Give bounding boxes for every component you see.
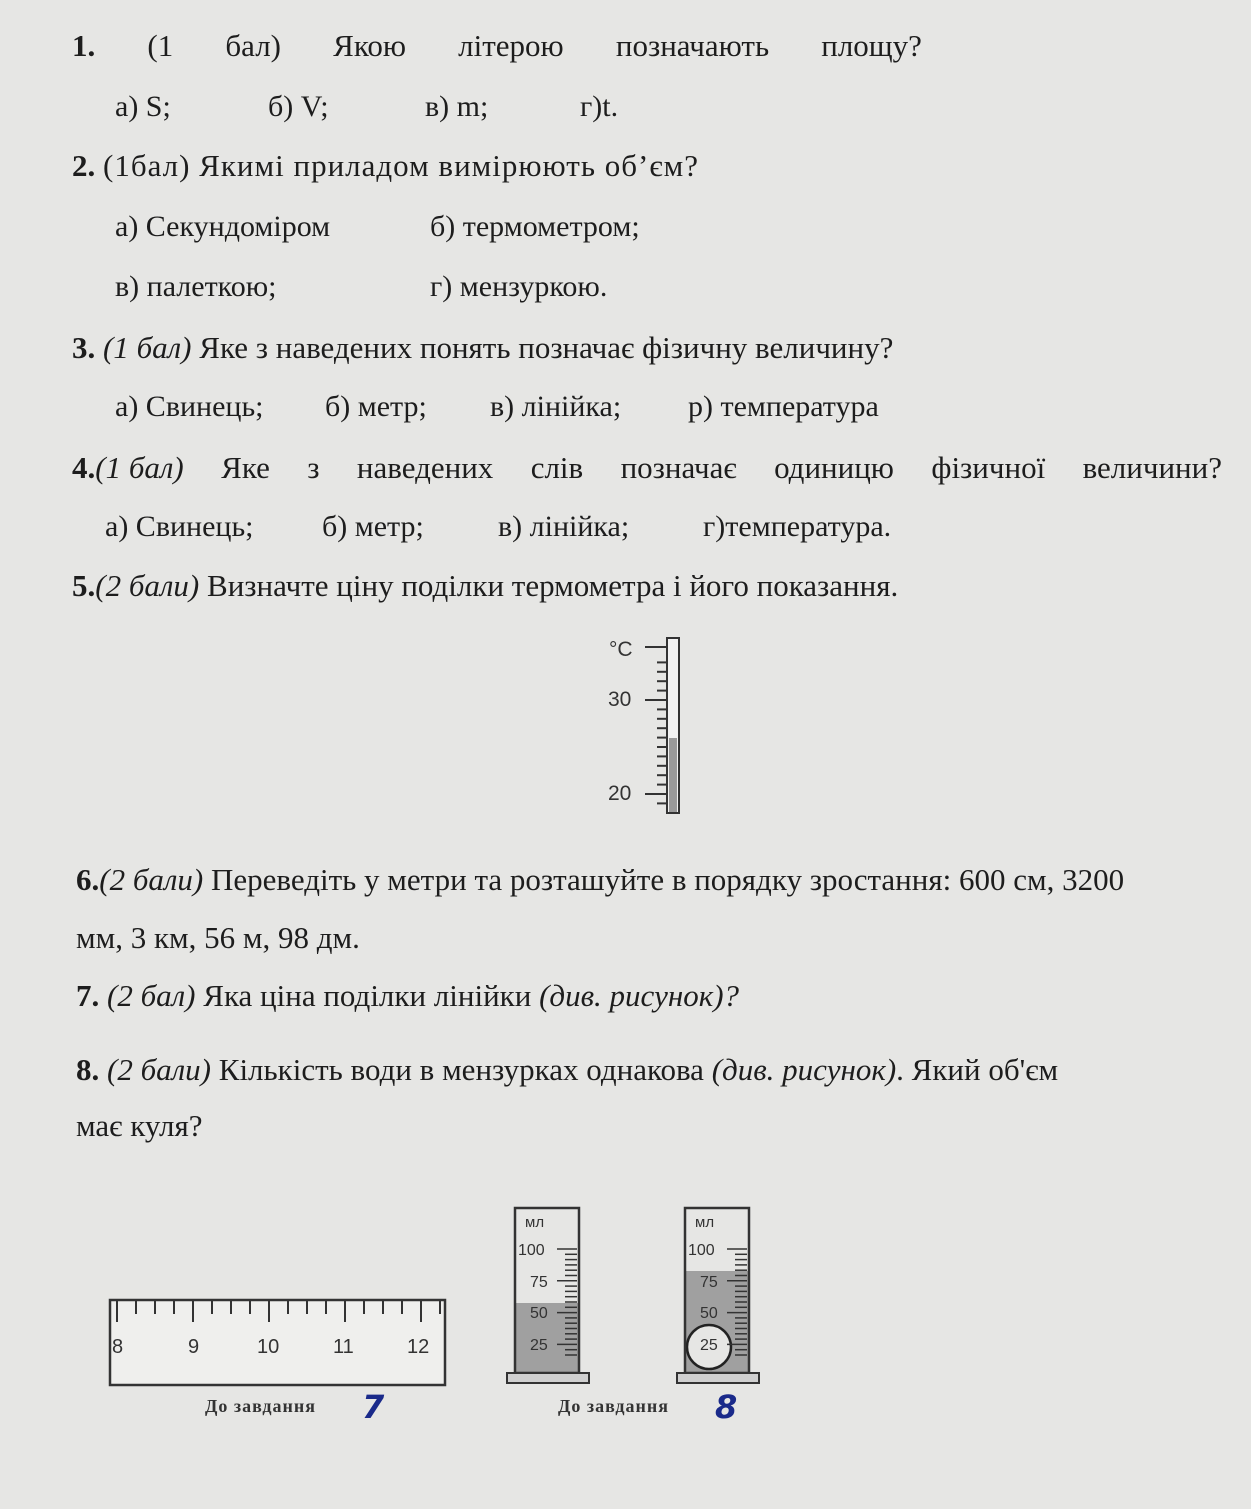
question-2-text (72, 150, 699, 181)
q2-option-a: а) Секундоміром (115, 210, 331, 243)
ruler-label-9: 9 (188, 1336, 200, 1358)
ruler-label-10: 10 (257, 1336, 280, 1358)
question-6-text (76, 864, 1124, 895)
measuring-cylinder-1 (505, 1205, 595, 1390)
q2-option-c: в) палеткою; (115, 270, 277, 303)
question-6-number: 6. (76, 862, 100, 897)
q4-option-a: а) Свинець; (105, 510, 254, 543)
cylinder-1-label-75: 75 (530, 1274, 548, 1291)
q4-word: наведених (356, 450, 494, 485)
cylinder-2-label-50: 50 (700, 1305, 718, 1322)
thermometer-scale (645, 647, 667, 803)
q8-text-b: . Який об'єм (896, 1052, 1059, 1087)
q1-word: Якою (333, 28, 406, 63)
q5-text: Визначте ціну поділки термометра і його показання. (207, 568, 899, 603)
question-2-number: 2. (72, 148, 96, 183)
q4-word: позначає (620, 450, 737, 485)
question-8-text (76, 1054, 1058, 1085)
q8-text-line2: має куля? (76, 1108, 203, 1143)
ruler-figure (105, 1295, 455, 1395)
q2-text: (1бал) Якимі приладом вимірюють об’єм? (103, 148, 700, 183)
cylinder-1-unit: мл (525, 1214, 545, 1231)
q4-points: (1 бал) (95, 450, 184, 485)
q7-ref: (див. рисунок)? (539, 978, 740, 1013)
q1-word: бал) (225, 28, 281, 63)
q1-word: літерою (458, 28, 564, 63)
question-7-number: 7. (76, 978, 100, 1013)
ruler-label-12: 12 (407, 1336, 430, 1358)
q6-text-line2: мм, 3 км, 56 м, 98 дм. (76, 920, 360, 955)
q3-option-b: б) метр; (325, 390, 427, 423)
q2-option-b: б) термометром; (430, 210, 640, 243)
q4-option-b: б) метр; (322, 510, 424, 543)
task7-handwritten-number: 7 (362, 1388, 385, 1426)
task7-caption: До завдання (205, 1396, 316, 1416)
ruler-label-8: 8 (112, 1336, 124, 1358)
question-8-number: 8. (76, 1052, 100, 1087)
q4-word: фізичної (931, 450, 1046, 485)
thermometer-label-30: 30 (608, 688, 632, 711)
q6-points: (2 бали) (99, 862, 204, 897)
thermometer-figure (595, 630, 695, 825)
task8-handwritten-number: 8 (715, 1388, 738, 1426)
q2-option-d: г) мензуркою. (430, 270, 608, 303)
thermometer-label-20: 20 (608, 782, 632, 805)
q4-option-c: в) лінійка; (498, 510, 630, 543)
q3-option-a: а) Свинець; (115, 390, 264, 423)
q1-option-d: г)t. (580, 90, 619, 123)
question-3-text (72, 332, 893, 363)
question-1-text (72, 30, 922, 61)
question-5-number: 5. (72, 568, 96, 603)
q4-word: з (307, 450, 320, 485)
cylinder-1-base (507, 1373, 589, 1383)
thermometer-liquid (669, 738, 677, 812)
q4-word: величини? (1082, 450, 1222, 485)
measuring-cylinder-2 (675, 1205, 765, 1390)
q3-text: Яке з наведених понять позначає фізичну величину? (199, 330, 894, 365)
cylinder-1-label-100: 100 (518, 1242, 545, 1259)
task8-caption: До завдання (558, 1396, 669, 1416)
cylinder-2-label-25: 25 (700, 1337, 718, 1354)
q4-word: Яке (221, 450, 270, 485)
question-5-text (72, 570, 898, 601)
q1-option-c: в) m; (425, 90, 489, 123)
ruler-label-11: 11 (333, 1336, 354, 1358)
q1-word: позначають (615, 28, 770, 63)
q1-option-b: б) V; (268, 90, 329, 123)
q8-text-a: Кількість води в мензурках однакова (218, 1052, 704, 1087)
q3-points: (1 бал) (103, 330, 192, 365)
question-7-text (76, 980, 739, 1011)
q7-points: (2 бал) (107, 978, 196, 1013)
q1-word: (1 (147, 28, 174, 63)
thermometer-unit: °C (609, 638, 633, 661)
q7-text: Яка ціна поділки лінійки (203, 978, 532, 1013)
q4-option-d: г)температура. (703, 510, 892, 543)
q4-word: одиницю (774, 450, 894, 485)
q3-option-c: в) лінійка; (490, 390, 622, 423)
cylinder-2-label-100: 100 (688, 1242, 715, 1259)
q4-word: слів (530, 450, 584, 485)
cylinder-2-label-75: 75 (700, 1274, 718, 1291)
cylinder-2-unit: мл (695, 1214, 715, 1231)
question-1-number: 1. (72, 28, 96, 63)
cylinder-2-base (677, 1373, 759, 1383)
question-3-number: 3. (72, 330, 96, 365)
cylinder-1-label-25: 25 (530, 1337, 548, 1354)
q5-points: (2 бали) (95, 568, 200, 603)
q8-points: (2 бали) (107, 1052, 212, 1087)
q3-option-d: р) температура (688, 390, 879, 423)
q8-ref: (див. рисунок) (711, 1052, 897, 1087)
question-4-number: 4. (72, 450, 96, 485)
q1-word: площу? (821, 28, 922, 63)
q1-option-a: а) S; (115, 90, 171, 123)
q6-text-line1: Переведіть у метри та розташуйте в порядку зростання: 600 см, 3200 (211, 862, 1125, 897)
cylinder-1-label-50: 50 (530, 1305, 548, 1322)
question-4-text (72, 452, 1222, 483)
